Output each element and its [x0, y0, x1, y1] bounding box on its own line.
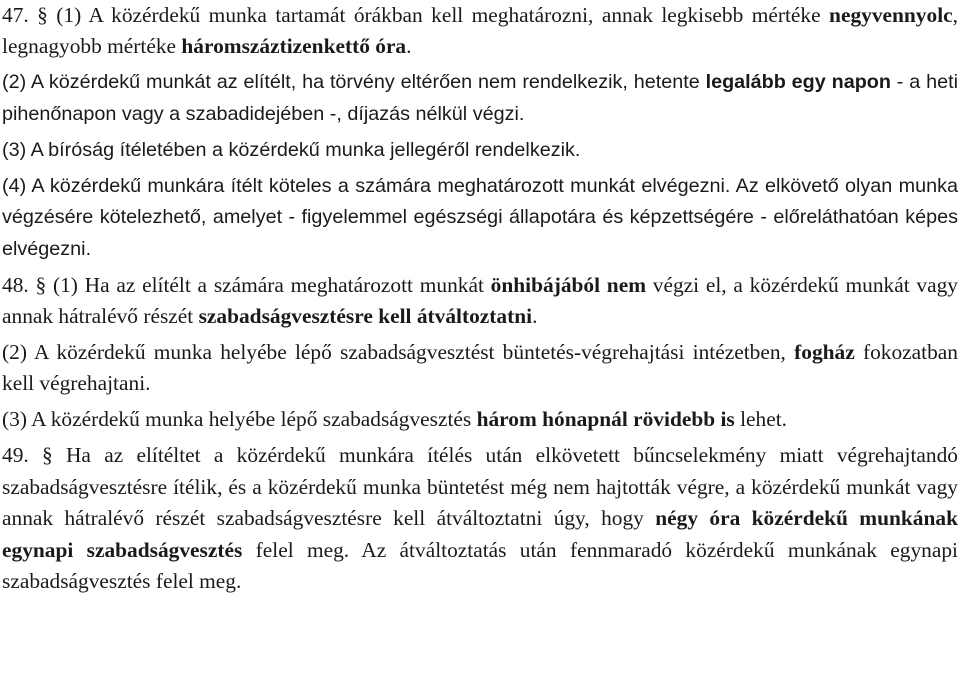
text: végzi el, a közérdekű munkát vagy annak hátralévő részét: [2, 272, 959, 329]
paragraph-47-4: [2, 171, 958, 265]
text: , legnagyobb mértéke: [2, 3, 958, 59]
bold-text: legalább egy napon: [705, 71, 891, 94]
paragraph-48-3: [2, 404, 958, 435]
text: (4) A közérdekű munkára ítélt köteles a számára meghatározott munkát elvégezni. Az elkövető olyan munka végzésére kötelezhető, amelyet - figyelemmel egészségi állapotára és képzettségére - előreláthatóan képes elvégezni.: [2, 174, 958, 260]
paragraph-47-1: [2, 0, 958, 63]
paragraph-47-3: [2, 135, 958, 166]
text: (2) A közérdekű munkát az elítélt, ha törvény eltérően nem rendelkezik, hetente: [2, 71, 706, 94]
bold-text: háromszáztizenkettő óra: [181, 34, 407, 59]
text: .: [406, 34, 412, 59]
text: 48. § (1) Ha az elítélt a számára meghatározott munkát: [2, 272, 491, 297]
text: .: [532, 304, 538, 329]
text: (3) A közérdekű munka helyébe lépő szabadságvesztés: [2, 407, 477, 432]
text: 47. § (1) A közérdekű munka tartamát órákban kell meghatározni, annak legkisebb mértéke: [2, 3, 830, 27]
text: lehet.: [734, 407, 788, 432]
bold-text: fogház: [794, 340, 855, 365]
text: (2) A közérdekű munka helyébe lépő szabadságvesztést büntetés-végrehajtási intézetben,: [2, 340, 795, 365]
text: - a heti pihenőnapon vagy a szabadidejében -, díjazás nélkül végzi.: [2, 71, 958, 125]
paragraph-48-1: [2, 270, 958, 333]
text: fokozatban kell végrehajtani.: [2, 340, 958, 396]
bold-text: önhibájából nem: [490, 272, 647, 297]
bold-text: negyvennyolc: [829, 3, 953, 27]
paragraph-47-2: [2, 67, 958, 130]
bold-text: három hónapnál rövidebb is: [476, 407, 735, 432]
paragraph-49: [2, 440, 958, 597]
text: (3) A bíróság ítéletében a közérdekű munka jellegéről rendelkezik.: [2, 138, 581, 161]
text: felel meg. Az átváltoztatás után fennmaradó közérdekű munkának egynapi szabadságvesztés felel meg.: [2, 537, 958, 594]
paragraph-48-2: [2, 337, 958, 400]
bold-text: szabadságvesztésre kell átváltoztatni: [198, 304, 533, 329]
text: 49. § Ha az elítéltet a közérdekű munkára ítélés után elkövetett bűncselekmény miatt végrehajtandó szabadságvesztésre ítélik, és a közérdekű munka büntetést még nem hajtották végre, a közérdekű munkát vagy annak hátralévő részét szabadságvesztésre kell átváltoztatni úgy, hogy: [2, 443, 958, 531]
bold-text: négy óra közérdekű munkának egynapi szabadságvesztés: [2, 506, 958, 562]
